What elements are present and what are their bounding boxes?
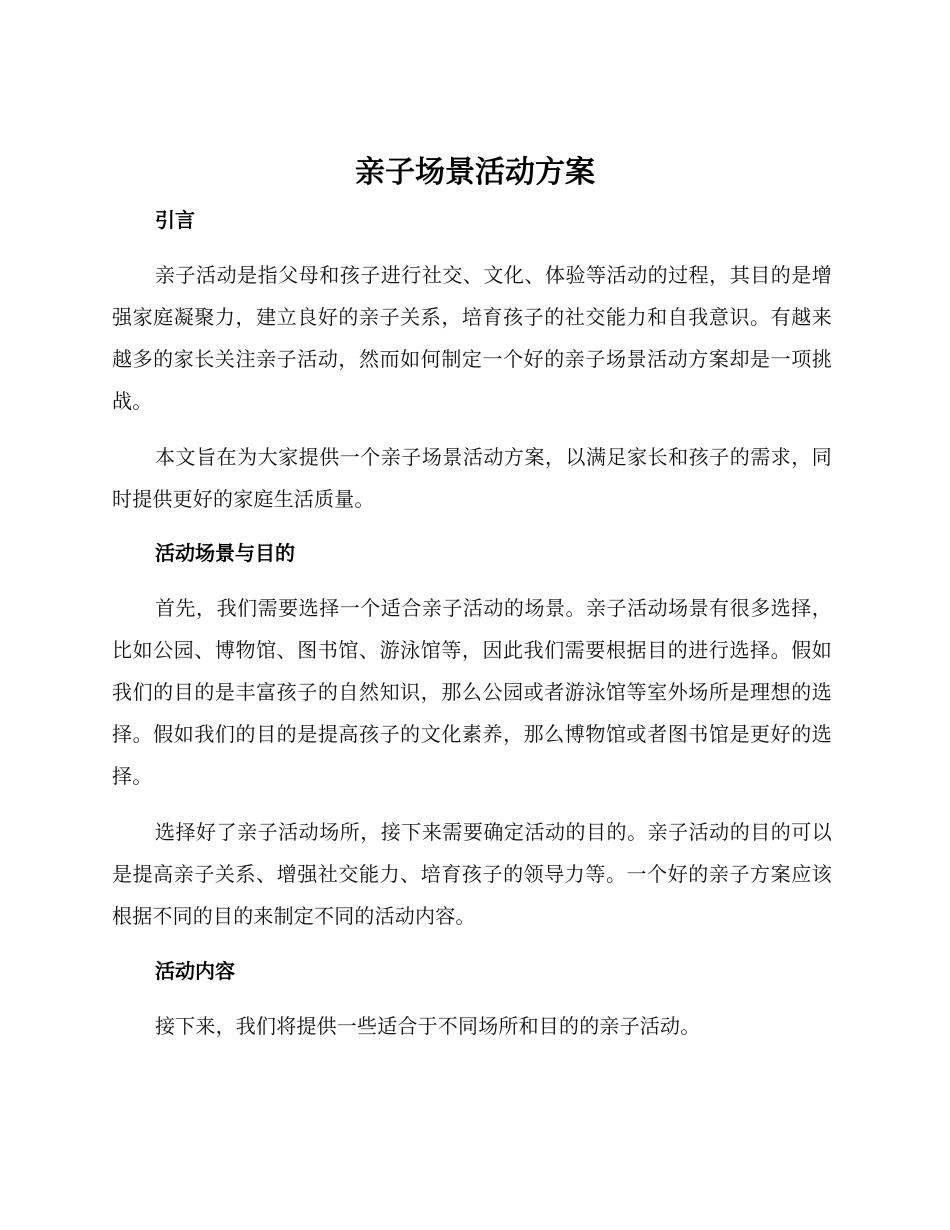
- paragraph-scene-2: 选择好了亲子活动场所，接下来需要确定活动的目的。亲子活动的目的可以是提高亲子关系、增强社交能力、培育孩子的领导力等。一个好的亲子方案应该根据不同的目的来制定不同的活动内容。: [112, 820, 832, 928]
- paragraph-scene-1: 首先，我们需要选择一个适合亲子活动的场景。亲子活动场景有很多选择，比如公园、博物馆、图书馆、游泳馆等，因此我们需要根据目的进行选择。假如我们的目的是丰富孩子的自然知识，那么公园或者游泳馆等室外场所是理想的选择。假如我们的目的是提高孩子的文化素养，那么博物馆或者图书馆是更好的选择。: [112, 596, 832, 788]
- paragraph-content-1: 接下来，我们将提供一些适合于不同场所和目的的亲子活动。: [155, 1014, 701, 1038]
- document-title: 亲子场景活动方案: [355, 155, 595, 190]
- paragraph-intro-2: 本文旨在为大家提供一个亲子场景活动方案，以满足家长和孩子的需求，同时提供更好的家庭生活质量。: [112, 445, 832, 511]
- section-heading-intro: 引言: [155, 208, 195, 232]
- section-heading-scene-purpose: 活动场景与目的: [155, 541, 295, 565]
- paragraph-intro-1: 亲子活动是指父母和孩子进行社交、文化、体验等活动的过程，其目的是增强家庭凝聚力，建立良好的亲子关系，培育孩子的社交能力和自我意识。有越来越多的家长关注亲子活动，然而如何制定一个好的亲子场景活动方案却是一项挑战。: [112, 263, 832, 413]
- section-heading-content: 活动内容: [155, 959, 235, 983]
